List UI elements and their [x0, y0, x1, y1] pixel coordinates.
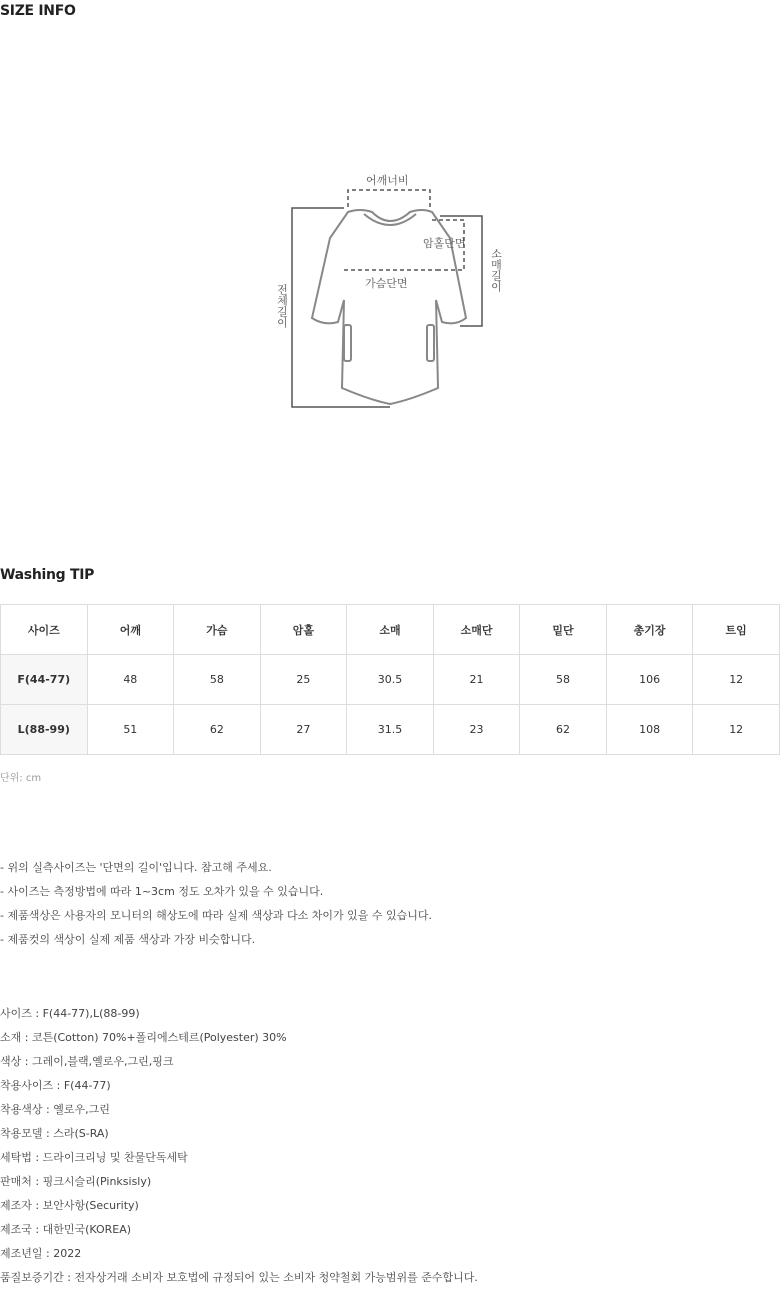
size-info-title: SIZE INFO	[0, 3, 76, 19]
header-slit: 트임	[693, 605, 780, 655]
spec-manufacturer: 제조자 : 보안사항(Security)	[0, 1199, 139, 1212]
table-row	[1, 655, 780, 705]
table-cell: 12	[693, 705, 780, 755]
table-cell: 23	[433, 705, 520, 755]
spec-model: 착용모델 : 스라(S-RA)	[0, 1127, 109, 1140]
table-cell: 62	[520, 705, 607, 755]
chest-label: 가슴단면	[365, 277, 408, 290]
table-cell: 12	[693, 655, 780, 705]
spec-warranty: 품질보증기간 : 전자상거래 소비자 보호법에 규정되어 있는 소비자 청약철회 가능범위를 준수합니다.	[0, 1271, 478, 1284]
spec-seller: 판매처 : 핑크시슬리(Pinksisly)	[0, 1175, 152, 1188]
shoulder-measure-line	[348, 190, 430, 207]
product-specs	[0, 1002, 478, 1290]
table-cell: 108	[606, 705, 693, 755]
shoulder-label: 어깨너비	[366, 174, 409, 187]
note-line: - 제품컷의 색상이 실제 제품 색상과 가장 비슷합니다.	[0, 933, 256, 946]
table-cell: 58	[174, 655, 261, 705]
spec-size: 사이즈 : F(44-77),L(88-99)	[0, 1007, 140, 1020]
washing-tip-title: Washing TIP	[0, 567, 95, 583]
table-cell: 62	[174, 705, 261, 755]
size-table-header-row	[1, 605, 780, 655]
table-cell: F(44-77)	[1, 655, 88, 705]
header-total-length: 총기장	[606, 605, 693, 655]
dress-diagram-svg	[260, 160, 520, 420]
table-cell: 21	[433, 655, 520, 705]
size-table	[0, 604, 780, 755]
note-line: - 사이즈는 측정방법에 따라 1~3cm 정도 오차가 있을 수 있습니다.	[0, 885, 324, 898]
table-cell: 30.5	[347, 655, 434, 705]
table-cell: 48	[87, 655, 174, 705]
sleeve-label: 소매길이	[489, 248, 503, 292]
header-sleeve: 소매	[347, 605, 434, 655]
table-cell: 58	[520, 655, 607, 705]
spec-washing: 세탁법 : 드라이크리닝 및 찬물단독세탁	[0, 1151, 188, 1164]
table-cell: 25	[260, 655, 347, 705]
armhole-label: 암홀단면	[423, 237, 466, 250]
spec-worn-size: 착용사이즈 : F(44-77)	[0, 1079, 111, 1092]
spec-country: 제조국 : 대한민국(KOREA)	[0, 1223, 132, 1236]
table-cell: 31.5	[347, 705, 434, 755]
header-hem: 밑단	[520, 605, 607, 655]
header-sleeve-cuff: 소매단	[433, 605, 520, 655]
spec-material: 소재 : 코튼(Cotton) 70%+폴리에스테르(Polyester) 30%	[0, 1031, 287, 1044]
note-line: - 위의 실측사이즈는 '단면의 길이'입니다. 참고해 주세요.	[0, 861, 272, 874]
unit-note: 단위: cm	[0, 773, 42, 784]
table-cell: 106	[606, 655, 693, 705]
measurement-notes	[0, 856, 432, 952]
table-cell: L(88-99)	[1, 705, 88, 755]
table-row	[1, 705, 780, 755]
total-length-label: 전체길이	[275, 284, 289, 328]
note-line: - 제품색상은 사용자의 모니터의 해상도에 따라 실제 색상과 다소 차이가 있을 수 있습니다.	[0, 909, 432, 922]
left-pocket	[344, 325, 351, 361]
header-chest: 가슴	[174, 605, 261, 655]
spec-colors: 색상 : 그레이,블랙,옐로우,그린,핑크	[0, 1055, 174, 1068]
spec-year: 제조년일 : 2022	[0, 1247, 82, 1260]
table-cell: 27	[260, 705, 347, 755]
header-shoulder: 어깨	[87, 605, 174, 655]
table-cell: 51	[87, 705, 174, 755]
spec-worn-color: 착용색상 : 옐로우,그린	[0, 1103, 110, 1116]
header-size: 사이즈	[1, 605, 88, 655]
garment-measurement-diagram	[260, 160, 520, 420]
right-pocket	[427, 325, 434, 361]
header-armhole: 암홀	[260, 605, 347, 655]
